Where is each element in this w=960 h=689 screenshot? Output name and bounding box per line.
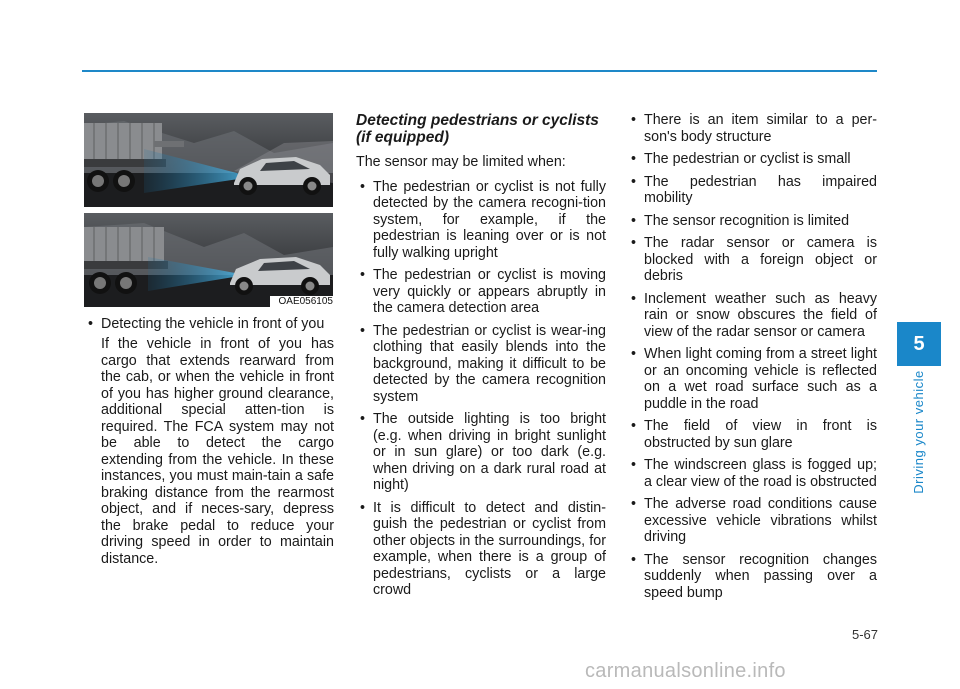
- list-item: • The pedestrian or cyclist is not fully detected by the camera recogni-tion system, for example, if the pedestrian is leaning over or is not fully walking upright: [356, 179, 606, 262]
- watermark: carmanualsonline.info: [585, 660, 786, 682]
- list-item: • The sensor recognition changes suddenly when passing over a speed bump: [627, 552, 877, 602]
- list-item: • The outside lighting is too bright (e.g. when driving in bright sunlight or in sun glare) or too dark (e.g. when driving on a dark rural road at night): [356, 411, 606, 494]
- illustration-truck-car-1: [84, 113, 333, 207]
- list-item: • Inclement weather such as heavy rain or snow obscures the field of view of the radar sensor or camera: [627, 291, 877, 341]
- chapter-tab: 5: [897, 322, 941, 366]
- list-item: • The pedestrian or cyclist is small: [627, 151, 877, 168]
- header-rule: [82, 70, 877, 72]
- middle-bullet-list: [356, 179, 606, 599]
- truck-car-drawing-2: [84, 213, 333, 307]
- section-title: Detecting pedestrians or cyclists (if equipped): [356, 112, 599, 146]
- section-lead: The sensor may be limited when:: [356, 154, 566, 170]
- right-column: [627, 112, 877, 607]
- right-bullet-list: [627, 112, 877, 601]
- page-number: 5-67: [851, 627, 878, 642]
- middle-column: [356, 112, 606, 605]
- list-item: • The radar sensor or camera is blocked with a foreign object or debris: [627, 235, 877, 285]
- list-item: • The windscreen glass is fogged up; a clear view of the road is obstructed: [627, 457, 877, 490]
- illustration-truck-car-2: [84, 213, 333, 307]
- list-item: • The sensor recognition is limited: [627, 213, 877, 230]
- list-item: • When light coming from a street light or an oncoming vehicle is reflected on a wet road surface such as a puddle in the road: [627, 346, 877, 412]
- list-item: • There is an item similar to a per-son's body structure: [627, 112, 877, 145]
- list-item: • The field of view in front is obstructed by sun glare: [627, 418, 877, 451]
- list-item: • The pedestrian or cyclist is moving very quickly or appears abruptly in the camera detection area: [356, 267, 606, 317]
- left-paragraph: If the vehicle in front of you has cargo that extends rearward from the cab, or when the vehicle in front of you has higher ground clearance, additional special atten-tion is required. The FCA system may not be able to detect the cargo extending from the vehicle. In these instances, you must main-tain a safe braking distance from the rearmost object, and if neces-sary, depress the brake pedal to reduce your driving speed in order to maintain distance.: [101, 336, 334, 567]
- list-item: • The pedestrian has impaired mobility: [627, 174, 877, 207]
- list-item: • The pedestrian or cyclist is wear-ing clothing that easily blends into the background, making it difficult to be detected by the camera recognition system: [356, 323, 606, 406]
- image-code-label: OAE056105: [270, 296, 333, 308]
- list-item: • Detecting the vehicle in front of you: [84, 316, 334, 333]
- truck-car-drawing-1: [84, 113, 333, 207]
- list-item: • It is difficult to detect and distin-guish the pedestrian or cyclist from other objects in the surroundings, for example, when there is a group of pedestrians, cyclists or a large crowd: [356, 500, 606, 599]
- list-item: • The adverse road conditions cause excessive vehicle vibrations whilst driving: [627, 496, 877, 546]
- chapter-label: Driving your vehicle: [911, 370, 926, 494]
